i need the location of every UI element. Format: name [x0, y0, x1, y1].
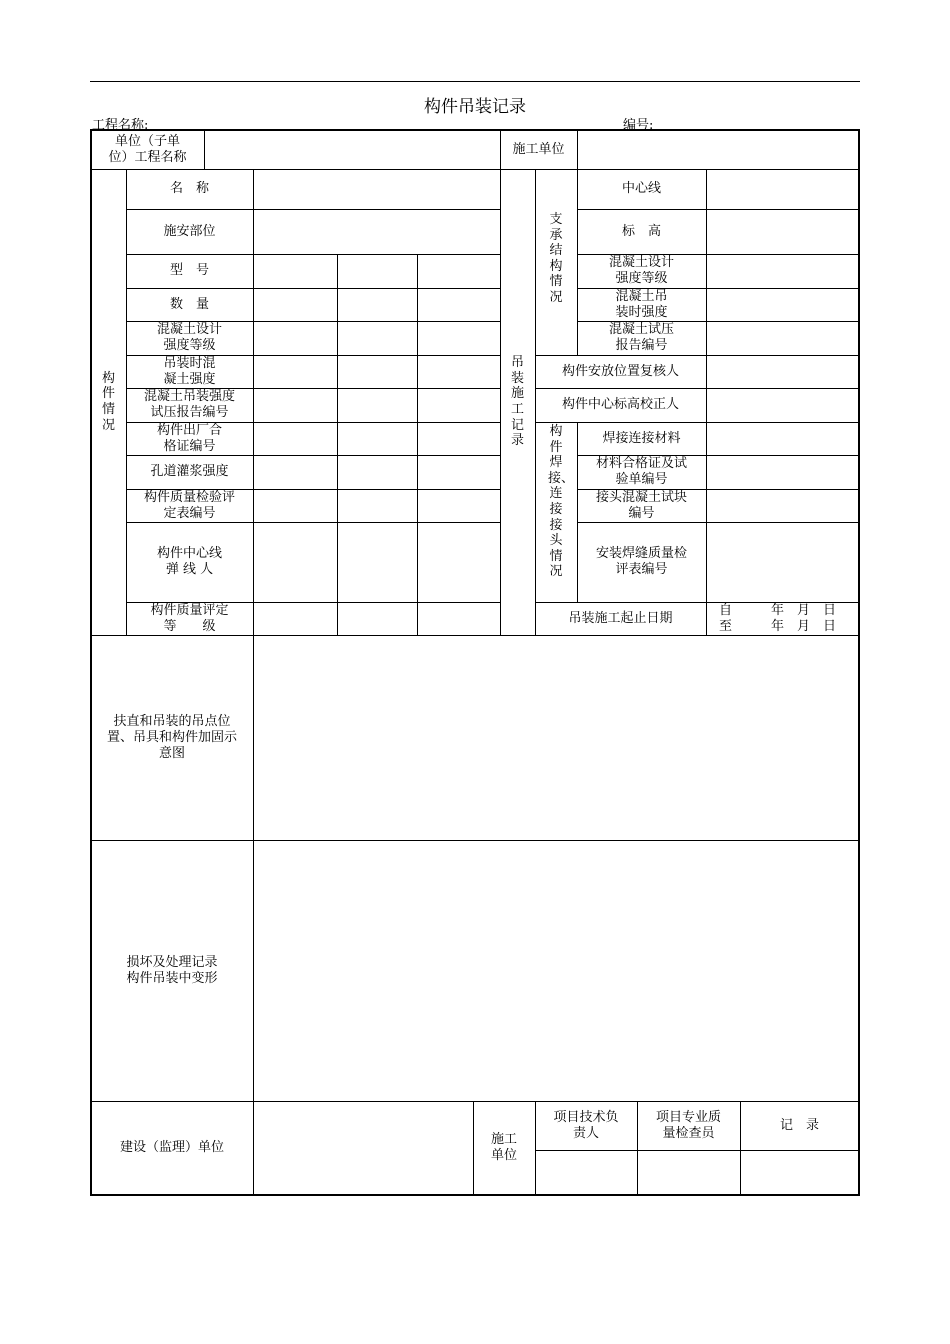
component-row-label: 吊装时混 凝土强度 — [163, 355, 216, 387]
component-section-label — [91, 169, 126, 635]
weld-side-label: 构件焊接、连接接头情况 — [548, 424, 575, 580]
weld-row-label: 焊接连接材料 — [602, 430, 681, 446]
support-row-label: 中心线 — [621, 181, 661, 196]
unit-project-label: 单位（子单 位）工程名称 — [108, 133, 187, 165]
component-row-label: 构件中心线 弹 线 人 — [156, 546, 222, 577]
position-checker-label: 构件安放位置复核人 — [561, 363, 679, 379]
support-row-label: 混凝土吊 装时强度 — [615, 288, 668, 320]
unit-project-value[interactable] — [205, 131, 499, 168]
component-row-label: 名 称 — [169, 181, 209, 196]
construction-unit-label: 施工单位 — [512, 141, 565, 157]
component-row-label: 型 号 — [169, 263, 209, 278]
page-title: 构件吊装记录 — [424, 97, 526, 117]
elevation-corrector-label: 构件中心标高校正人 — [561, 397, 679, 412]
weld-row-label: 接头混凝土试块 编号 — [595, 489, 687, 521]
col-divider — [706, 169, 707, 635]
support-row-label: 混凝土设计 强度等级 — [608, 255, 674, 286]
owner-unit-label: 建设（监理）单位 — [119, 1140, 224, 1155]
date-from: 自 年 月 日 — [719, 603, 837, 618]
weld-section-label — [535, 422, 577, 602]
owner-signature-area[interactable] — [254, 1102, 472, 1194]
project-name-label: 工程名称: — [92, 118, 149, 133]
weld-row-label: 安装焊缝质量检 评表编号 — [595, 546, 687, 577]
support-structure-label — [535, 169, 577, 355]
quality-inspector-signature[interactable] — [638, 1151, 739, 1194]
support-row-label: 标 高 — [621, 223, 661, 239]
weld-row-label: 材料合格证及试 验单编号 — [595, 456, 687, 487]
hoisting-side-label: 吊装施工记录 — [510, 355, 524, 449]
date-to: 至 年 月 日 — [719, 619, 837, 634]
construction-unit-value[interactable] — [578, 131, 858, 168]
component-row-label: 施安部位 — [163, 223, 216, 239]
damage-record-label: 损坏及处理记录 构件吊装中变形 — [126, 954, 218, 986]
recorder-signature[interactable] — [741, 1151, 858, 1194]
contractor-label: 施工 单位 — [490, 1132, 517, 1163]
hoisting-section-label — [500, 169, 535, 635]
component-row-label: 构件质量评定 等 级 — [150, 602, 229, 634]
recorder-label: 记 录 — [779, 1117, 819, 1133]
component-row-label: 构件质量检验评 定表编号 — [143, 489, 235, 521]
number-label: 编号: — [623, 118, 654, 133]
component-row-label: 孔道灌浆强度 — [150, 464, 229, 479]
component-row-label: 数 量 — [169, 296, 209, 312]
tech-lead-label: 项目技术负 责人 — [553, 1109, 619, 1141]
component-row-label: 混凝土设计 强度等级 — [156, 322, 222, 353]
lifting-diagram-label: 扶直和吊装的吊点位 置、吊具和构件加固示 意图 — [106, 713, 237, 761]
lifting-diagram-area[interactable] — [254, 636, 858, 839]
col-divider — [337, 254, 338, 635]
support-row-label: 混凝土试压 报告编号 — [608, 322, 674, 353]
damage-record-area[interactable] — [254, 841, 858, 1100]
support-side-label: 支承结构情况 — [549, 212, 563, 305]
header-rule — [90, 81, 860, 82]
tech-lead-signature[interactable] — [536, 1151, 636, 1194]
component-row-label: 混凝土吊装强度 试压报告编号 — [143, 389, 235, 420]
component-side-label: 构件情况 — [101, 370, 115, 433]
quality-inspector-label: 项目专业质 量检查员 — [655, 1109, 721, 1141]
component-row-label: 构件出厂合 格证编号 — [156, 422, 222, 454]
date-range-label: 吊装施工起止日期 — [568, 610, 673, 626]
col-divider — [417, 254, 418, 635]
